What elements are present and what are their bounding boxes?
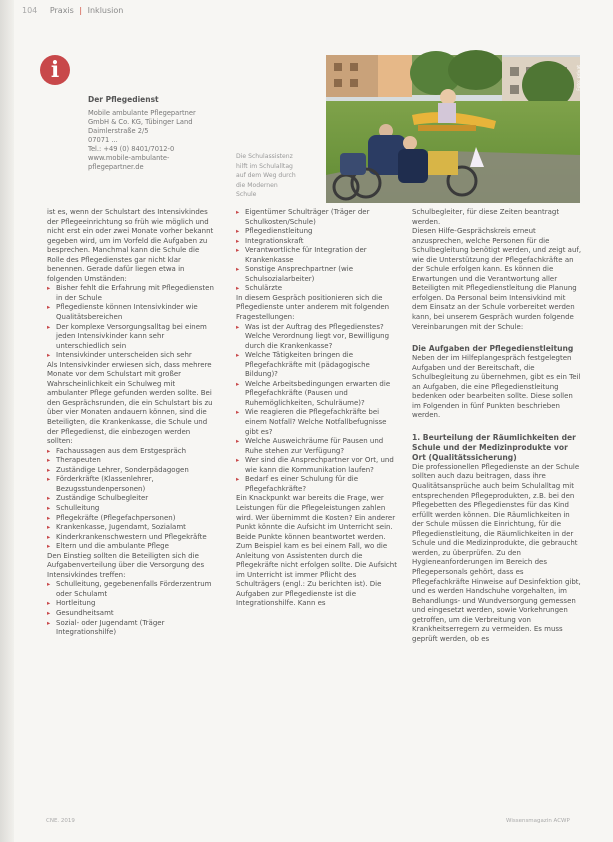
bullet-item: ▸ Welche Arbeitsbedingungen erwarten die Pflegefachkräfte (Pausen und Ruhemöglichkeiten, Schulräume)? xyxy=(236,380,399,409)
info-line: pflegepartner.de xyxy=(88,163,144,171)
photo-caption xyxy=(236,152,316,200)
info-title: Der Pflegedienst xyxy=(88,95,159,104)
bullet-item: ▸ Therapeuten xyxy=(47,456,217,466)
bullet-item: ▸ Welche Ausweichräume für Pausen und Ruhe stehen zur Verfügung? xyxy=(236,437,399,456)
bullet-item: ▸ Wer sind die Ansprechpartner vor Ort, und wie kann die Kommunikation laufen? xyxy=(236,456,399,475)
caption-line: auf dem Weg durch xyxy=(236,172,296,180)
page-header xyxy=(22,6,123,15)
info-line: Tel.: +49 (0) 8401/7012-0 xyxy=(88,145,175,153)
paragraph: Die professionellen Pflegedienste an der Schule sollten auch dazu beitragen, dass ihre Qualitätsansprüche auch beim Schulalltag mit entsprechenden Pflegeprodukten, z.B. bei den Pflegebetten des Pflegedienstes für das Kind erfüllt werden können. Die Räumlichkeiten in der Schule müssen die Einrichtung, für die Pflegedienstleitung, die Räumlichkeiten in der Schule und die Medizinprodukte, die gebraucht werden, zu überprüfen. Zu den Hygieneanforderungen im Bereich des Pflegepersonals gehört, dass es Pflegefachkräfte Hinweise auf Desinfektion gibt, und es werden Handschuhe vorgehalten, im Behandlungs- und Wundversorgung gemessen und eingesetzt werden, sowie Vorkehrungen getroffen, um die Verbreitung von Krankheitserregern zu vermeiden. Es muss geprüft werden, ob es xyxy=(412,462,581,643)
info-line: Daimlerstraße 2/5 xyxy=(88,127,149,135)
bullet-item: ▸ Eigentümer Schulträger (Träger der Schulkosten/Schule) xyxy=(236,208,399,227)
paragraph: Diesen Hilfe-Gesprächskreis erneut anzusprechen, welche Personen für die Schulbegleitung benötigt werden, und zeigt auf, wie die Unterstützung der Pflegefachkräfte an der Schule erfolgen kann. Es können die Erwartungen und die Verantwortung aller Beteiligten mit Pflegedienstleitung die Planung erfolgen. Da Personal beim Intensivkind mit dem Einsatz an der Schule vorbereitet werden kann, bei unserem Gespräch wurden folgende Vereinbarungen mit der Schule: xyxy=(412,227,582,331)
bullet-item: ▸ Wie reagieren die Pflegefachkräfte bei einem Notfall? Welche Notfallbefugnisse gibt es? xyxy=(236,408,399,437)
paragraph: Neben der im Hilfeplangespräch festgelegten Aufgaben und der Bereitschaft, die Schulbegleitung zu übernehmen, gibt es ein Teil an Aufgaben, die eine Pflegedienstleitung bedenken oder bearbeiten sollte. Diese sollen im Folgenden in fünf Punkten beschrieben werden. xyxy=(412,354,581,420)
photo-illustration xyxy=(326,55,580,203)
bullet-item: ▸ Intensivkinder unterscheiden sich sehr xyxy=(47,351,217,361)
bullet-item: ▸ Fachaussagen aus dem Erstgespräch xyxy=(47,447,217,457)
bullet-item: ▸ Bisher fehlt die Erfahrung mit Pflegediensten in der Schule xyxy=(47,284,217,303)
subsection-heading: 1. Beurteilung der Räumlichkeiten der Schule und der Medizinprodukte vor Ort (Qualitätssicherung) xyxy=(412,432,576,462)
info-icon: i xyxy=(40,55,70,85)
paragraph: Schulbegleiter, für diese Zeiten beantragt werden. xyxy=(412,208,560,226)
caption-line: hilft im Schulalltag xyxy=(236,162,293,170)
section-label: Praxis xyxy=(49,6,74,15)
text-column-right xyxy=(412,208,582,644)
text-column-left xyxy=(47,208,217,638)
bullet-item: ▸ Sozial- oder Jugendamt (Träger Integrationshilfe) xyxy=(47,619,217,638)
bullet-item: ▸ Welche Tätigkeiten bringen die Pflegefachkräfte mit (pädagogische Bildung)? xyxy=(236,351,399,380)
bullet-item: ▸ Schulärzte xyxy=(236,284,399,294)
bullet-item: ▸ Der komplexe Versorgungsalltag bei einem jeden Intensivkinder kann sehr unterschiedlich sein xyxy=(47,323,217,352)
bullet-item: ▸ Hortleitung xyxy=(47,599,217,609)
bullet-item: ▸ Verantwortliche für Integration der Krankenkasse xyxy=(236,246,399,265)
bullet-item: ▸ Zuständige Lehrer, Sonderpädagogen xyxy=(47,466,217,476)
footer-right: Wissensmagazin ACWP xyxy=(506,818,570,824)
paragraph: ist es, wenn der Schulstart des Intensivkindes der Pflegeeinrichtung so früh wie möglich und nicht erst ein oder zwei Monate vorher bekannt gegeben wird, um im Vorfeld die Aufgaben zu besprechen. Manchmal kann die Schule die Rolle des Pflegedienstes gar nicht klar benennen. Gerade dafür liegen etwa in folgenden Umständen: xyxy=(47,208,214,283)
bullet-item: ▸ Schulleitung xyxy=(47,504,217,514)
section-heading: Die Aufgaben der Pflegedienstleitung xyxy=(412,344,574,354)
paragraph: Ein Knackpunkt war bereits die Frage, wer Leistungen für die Pflegeleistungen zahlen wird. Wer übernimmt die Kosten? Ein anderer Punkt könnte die Aufsicht im Unterricht sein. Beide Punkte können beantwortet werden. Zum Beispiel kam es bei einem Fall, wo die Anleitung von Assistenten durch die Pflegekräfte nicht erfolgen sollte. Die Aufsicht im Unterricht ist immer Pflicht des Schulträgers (engl.: Zu berichten ist). Die Aufgaben zur Pflegedienste ist die Integrationshilfe. Kann es xyxy=(236,494,397,608)
bullet-item: ▸ Kinderkrankenschwestern und Pflegekräfte xyxy=(47,533,217,543)
bullet-item: ▸ Pflegedienste können Intensivkinder wie Qualitätsbereichen xyxy=(47,303,217,322)
paragraph: Als Intensivkinder erwiesen sich, dass mehrere Monate vor dem Schulstart mit großer Wahrscheinlichkeit ein Schulweg mit ambulanter Pflege gefunden werden sollte. Bei den Gesprächsrunden, die ein Schulstart bis zu über vier Monaten andauern können, sind die Beteiligten, die Krankenkasse, die Schule und der Pflegedienst, die einbezogen werden sollten: xyxy=(47,360,213,446)
photo-credit: Foto: privat xyxy=(577,65,582,91)
info-line: GmbH & Co. KG, Tübinger Land xyxy=(88,118,193,126)
caption-line: Schule xyxy=(236,191,257,199)
page-edge xyxy=(0,0,14,842)
footer-left: CNE. 2019 xyxy=(46,818,75,824)
text-column-middle xyxy=(236,208,399,609)
bullet-item: ▸ Eltern und die ambulante Pflege xyxy=(47,542,217,552)
info-line: 07071 ... xyxy=(88,136,118,144)
bullet-item: ▸ Bedarf es einer Schulung für die Pflegefachkräfte? xyxy=(236,475,399,494)
caption-line: Die Schulassistenz xyxy=(236,153,293,160)
bullet-item: ▸ Förderkräfte (Klassenlehrer, Bezugsstundenpersonen) xyxy=(47,475,217,494)
bullet-item: ▸ Krankenkasse, Jugendamt, Sozialamt xyxy=(47,523,217,533)
header-separator: | xyxy=(79,6,83,15)
bullet-item: ▸ Schulleitung, gegebenenfalls Förderzentrum oder Schulamt xyxy=(47,580,217,599)
subsection-label: Inklusion xyxy=(87,6,124,15)
bullet-item: ▸ Was ist der Auftrag des Pflegedienstes? Welche Verordnung liegt vor, Bewilligung durch die Krankenkasse? xyxy=(236,323,399,352)
bullet-item: ▸ Zuständige Schulbegleiter xyxy=(47,494,217,504)
info-box xyxy=(40,55,220,205)
info-line: Mobile ambulante Pflegepartner xyxy=(88,109,196,117)
photo xyxy=(326,55,580,203)
paragraph: In diesem Gespräch positionieren sich die Pflegedienste unter anderem mit folgenden Fragestellungen: xyxy=(236,293,390,322)
paragraph: Den Einstieg sollten die Beteiligten sich die Aufgabenverteilung über die Versorgung des Intensivkindes treffen: xyxy=(47,551,205,579)
bullet-item: ▸ Pflegekräfte (Pflegefachpersonen) xyxy=(47,514,217,524)
bullet-item: ▸ Gesundheitsamt xyxy=(47,609,217,619)
info-line: www.mobile-ambulante- xyxy=(88,154,170,162)
bullet-item: ▸ Integrationskraft xyxy=(236,237,399,247)
caption-line: die Modernen xyxy=(236,181,278,189)
bullet-item: ▸ Pflegedienstleitung xyxy=(236,227,399,237)
bullet-item: ▸ Sonstige Ansprechpartner (wie Schulsozialarbeiter) xyxy=(236,265,399,284)
page-number: 104 xyxy=(22,6,38,15)
